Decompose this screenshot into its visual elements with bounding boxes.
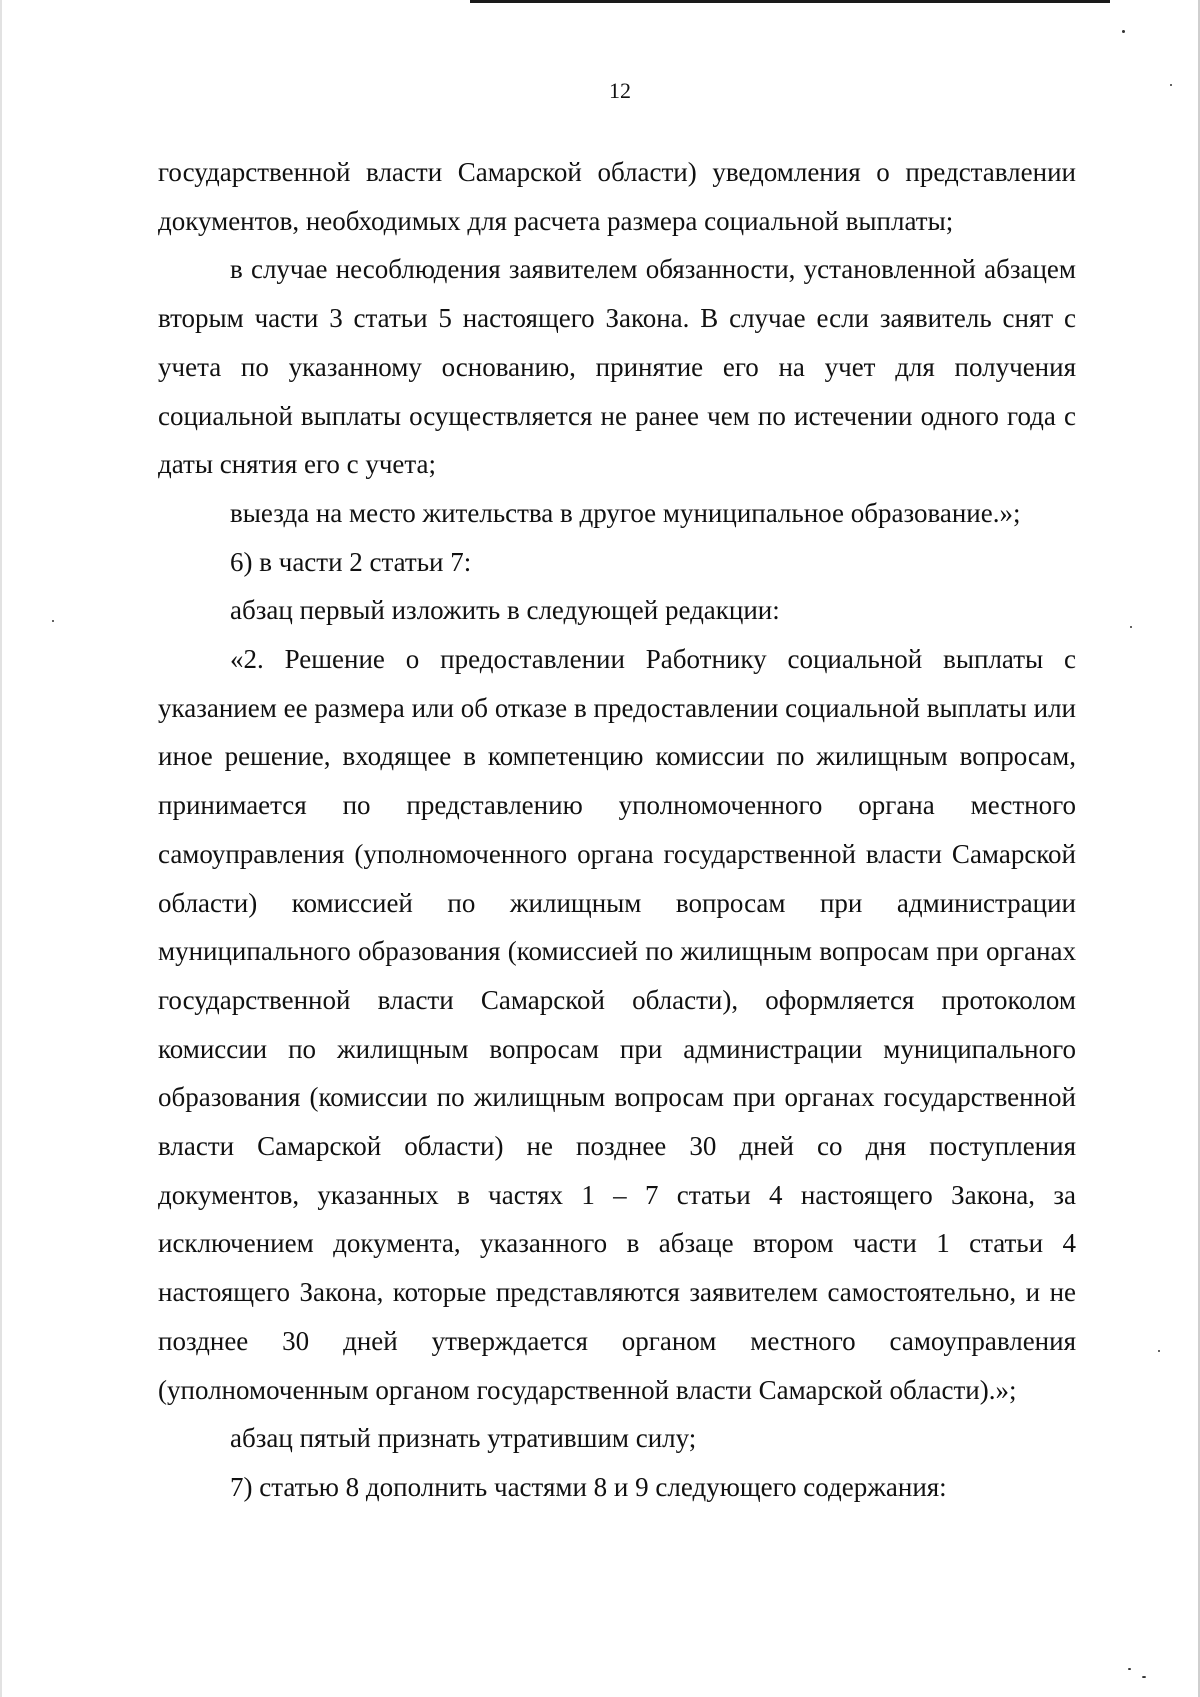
scan-speck	[1130, 626, 1132, 628]
page-number: 12	[609, 78, 631, 103]
paragraph-nonfulfillment: в случае несоблюдения заявителем обязанности, установленной абзацем вторым части 3 статьи 5 настоящего Закона. В случае если заявитель снят с учета по указанному основанию, принятие его на учет для получения социальной выплаты осуществляется не ранее чем по истечении одного года с даты снятия его с учета;	[158, 254, 1076, 480]
scan-left-edge	[0, 0, 2, 1697]
scan-speck	[52, 620, 54, 622]
document-body	[158, 148, 1076, 1512]
scan-speck	[1122, 30, 1125, 33]
paragraph-decision: «2. Решение о предоставлении Работнику социальной выплаты с указанием ее размера или об отказе в предоставлении социальной выплаты или иное решение, входящее в компетенцию комиссии по жилищным вопросам, принимается по представлению уполномоченного органа местного самоуправления (уполномоченного органа государственной власти Самарской области) комиссией по жилищным вопросам при администрации муниципального образования (комиссией по жилищным вопросам при органах государственной власти Самарской области), оформляется протоколом комиссии по жилищным вопросам при администрации муниципального образования (комиссии по жилищным вопросам при органах государственной власти Самарской области) не позднее 30 дней со дня поступления документов, указанных в частях 1 – 7 статьи 4 настоящего Закона, за исключением документа, указанного в абзаце втором части 1 статьи 4 настоящего Закона, которые представляются заявителем самостоятельно, и не позднее 30 дней утверждается органом местного самоуправления (уполномоченным органом государственной власти Самарской области).»;	[158, 644, 1076, 1405]
scan-top-border	[470, 0, 1110, 3]
paragraph-first-abzac: абзац первый изложить в следующей редакции:	[230, 595, 780, 626]
scan-speck	[1128, 1668, 1131, 1670]
paragraph-fifth-abzac: абзац пятый признать утратившим силу;	[230, 1423, 697, 1454]
scan-speck	[1142, 1676, 1146, 1678]
scan-speck	[1158, 1350, 1160, 1352]
paragraph-item-6: 6) в части 2 статьи 7:	[230, 546, 472, 577]
scan-speck	[1170, 84, 1172, 86]
paragraph-relocation: выезда на место жительства в другое муниципальное образование.»;	[230, 497, 1021, 528]
paragraph-continuation: государственной власти Самарской области) уведомления о представлении документов, необходимых для расчета размера социальной выплаты;	[158, 157, 1076, 236]
paragraph-item-7: 7) статью 8 дополнить частями 8 и 9 следующего содержания:	[230, 1471, 947, 1502]
